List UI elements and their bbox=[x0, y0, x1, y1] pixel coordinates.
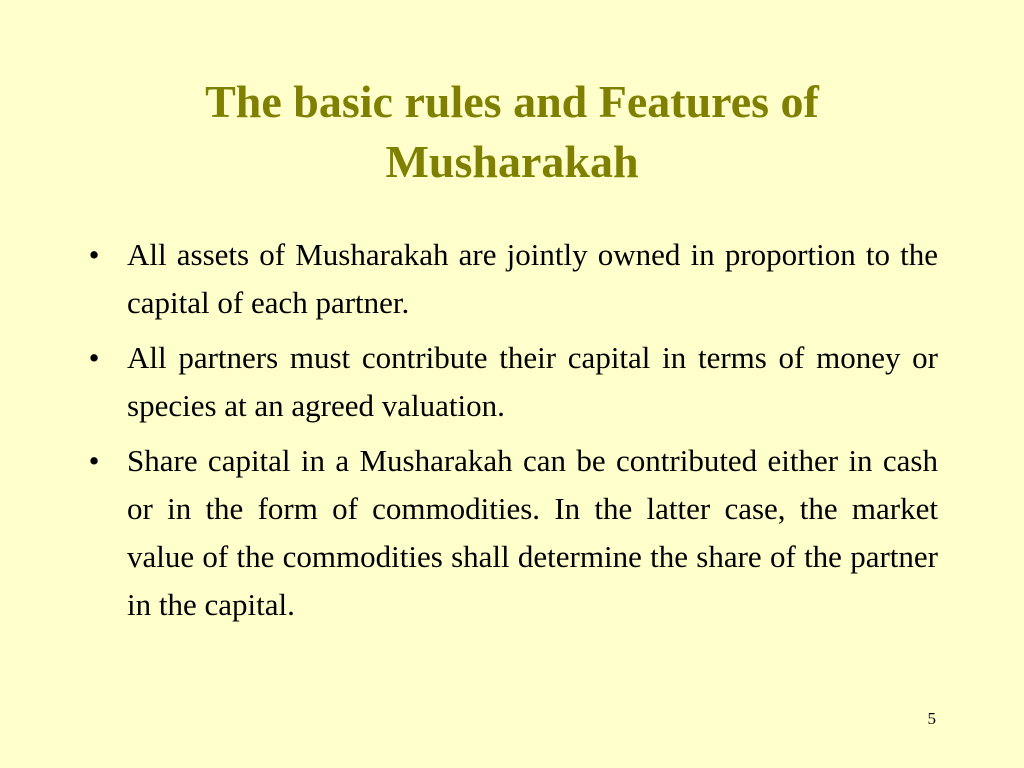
bullet-text: All assets of Musharakah are jointly owned in proportion to the capital of each partner. bbox=[127, 237, 938, 320]
bullet-marker: • bbox=[88, 237, 100, 272]
bullet-item-capital-contribution bbox=[82, 334, 938, 430]
slide-title-line-1: The basic rules and Features of bbox=[205, 76, 819, 127]
slide-number: 5 bbox=[927, 709, 936, 728]
slide-title-line-2: Musharakah bbox=[385, 136, 639, 187]
bullet-list bbox=[82, 231, 938, 636]
bullet-marker: • bbox=[88, 443, 100, 478]
bullet-item-share-capital bbox=[82, 437, 938, 629]
bullet-text: All partners must contribute their capital in terms of money or species at an agreed valuation. bbox=[127, 340, 938, 423]
bullet-text: Share capital in a Musharakah can be contributed either in cash or in the form of commodities. In the latter case, the market value of the commodities shall determine the share of the partner in the capital. bbox=[127, 443, 938, 622]
bullet-item-assets-ownership bbox=[82, 231, 938, 327]
bullet-marker: • bbox=[88, 340, 100, 375]
slide-title bbox=[80, 72, 944, 192]
